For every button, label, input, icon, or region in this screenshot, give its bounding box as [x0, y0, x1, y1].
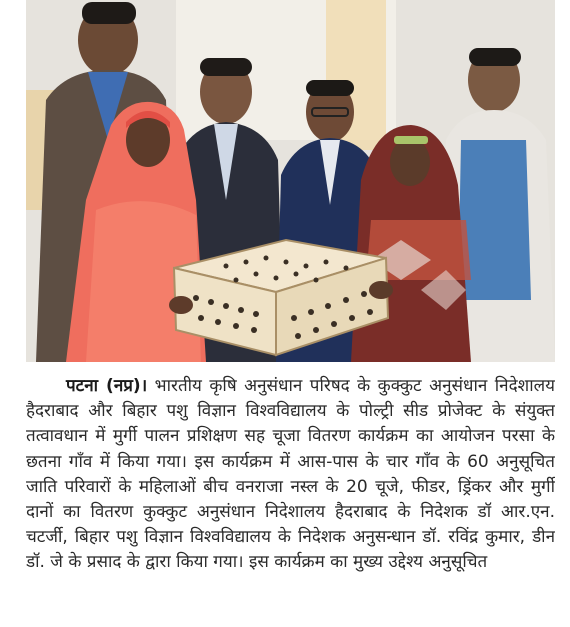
article-dateline: पटना (नप्र)।	[66, 376, 148, 396]
article-paragraph	[26, 374, 555, 576]
photo-illustration	[26, 0, 555, 362]
article-body	[26, 374, 555, 627]
article-text: भारतीय कृषि अनुसंधान परिषद के कुक्कुट अनुसंधान निदेशालय हैदराबाद और बिहार पशु विज्ञान विश्वविद्यालय के पोल्ट्री सीड प्रोजेक्ट के संयुक्त तत्वावधान में मुर्गी पालन प्रशिक्षण सह चूजा वितरण कार्यक्रम का आयोजन परसा के छतना गाँव में किया गया। इस कार्यक्रम में आस-पास के चार गाँव के 60 अनुसूचित जाति परिवारों के महिलाओं बीच वनराजा नस्ल के 20 चूजे, फीडर, ड्रिंकर और मुर्गी दानों का वितरण कुक्कुट अनुसंधान निदेशालय हैदराबाद के निदेशक डॉ आर.एन. चटर्जी, बिहार पशु विज्ञान विश्वविद्यालय के निदेशक अनुसन्धान डॉ. रविंद्र कुमार, डीन डॉ. जे के प्रसाद के द्वारा किया गया। इस कार्यक्रम का मुख्य उद्देश्य अनुसूचित	[26, 376, 555, 573]
news-photo	[26, 0, 555, 362]
